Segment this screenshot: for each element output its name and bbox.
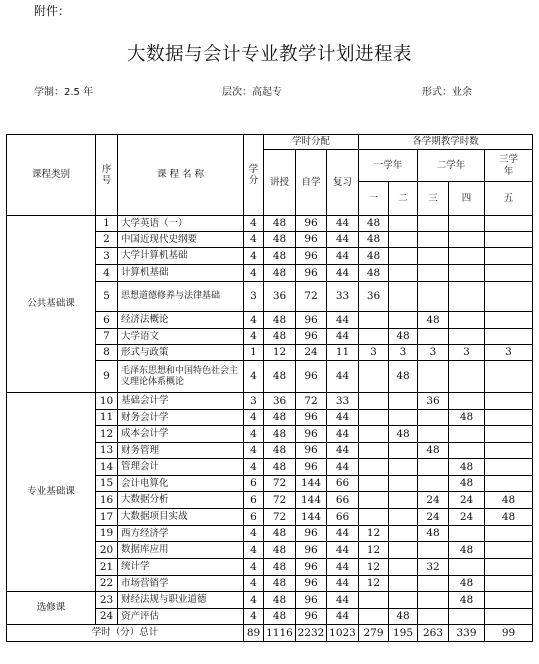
row-review: 44 <box>327 576 359 592</box>
row-lecture: 36 <box>264 393 296 410</box>
total-s3: 263 <box>418 625 449 642</box>
row-seq: 11 <box>96 410 118 426</box>
header-semester-2: 二 <box>389 182 418 216</box>
form-label: 形式：业余 <box>422 87 472 98</box>
row-s5 <box>485 459 533 476</box>
row-review: 44 <box>327 609 359 625</box>
header-course-name: 课 程 名 称 <box>118 135 244 216</box>
row-s2 <box>389 592 418 609</box>
row-s2: 48 <box>389 426 418 443</box>
row-self: 72 <box>296 393 327 410</box>
row-s4 <box>449 361 485 393</box>
row-credits: 4 <box>244 526 264 542</box>
row-lecture: 72 <box>264 476 296 492</box>
row-s2 <box>389 526 418 542</box>
row-s5 <box>485 609 533 625</box>
row-credits: 6 <box>244 476 264 492</box>
row-s3 <box>418 410 449 426</box>
row-s3 <box>418 216 449 232</box>
row-lecture: 48 <box>264 265 296 282</box>
header-review: 复习 <box>327 150 359 216</box>
row-s1 <box>359 426 389 443</box>
row-s5 <box>485 393 533 410</box>
row-lecture: 12 <box>264 345 296 361</box>
row-s3 <box>418 329 449 345</box>
row-s1 <box>359 410 389 426</box>
total-lecture: 1116 <box>264 625 296 642</box>
header-seq: 序号 <box>96 135 118 216</box>
row-seq: 10 <box>96 393 118 410</box>
row-s4 <box>449 393 485 410</box>
row-seq: 3 <box>96 248 118 265</box>
row-course-name: 大学计算机基础 <box>118 248 244 265</box>
row-review: 44 <box>327 426 359 443</box>
row-course-name: 大数据分析 <box>118 492 244 509</box>
row-lecture: 48 <box>264 526 296 542</box>
row-s2 <box>389 576 418 592</box>
row-seq: 12 <box>96 426 118 443</box>
row-s3 <box>418 248 449 265</box>
table-row <box>7 592 533 609</box>
row-self: 96 <box>296 609 327 625</box>
row-self: 96 <box>296 576 327 592</box>
row-seq: 2 <box>96 232 118 248</box>
header-hours-group: 学时分配 <box>264 135 359 150</box>
row-s2 <box>389 559 418 576</box>
row-self: 96 <box>296 459 327 476</box>
row-s1: 48 <box>359 265 389 282</box>
row-self: 24 <box>296 345 327 361</box>
row-s2 <box>389 542 418 559</box>
row-course-name: 管理会计 <box>118 459 244 476</box>
row-self: 144 <box>296 476 327 492</box>
row-review: 66 <box>327 476 359 492</box>
row-s2 <box>389 248 418 265</box>
row-s5 <box>485 265 533 282</box>
row-course-name: 形式与政策 <box>118 345 244 361</box>
header-year1: 一学年 <box>359 150 418 182</box>
total-review: 1023 <box>327 625 359 642</box>
row-lecture: 72 <box>264 509 296 526</box>
row-seq: 5 <box>96 282 118 312</box>
row-credits: 4 <box>244 459 264 476</box>
row-s2 <box>389 312 418 329</box>
row-s4: 48 <box>449 542 485 559</box>
row-lecture: 48 <box>264 576 296 592</box>
row-credits: 3 <box>244 393 264 410</box>
row-course-name: 大学英语（一） <box>118 216 244 232</box>
total-s4: 339 <box>449 625 485 642</box>
row-course-name: 统计学 <box>118 559 244 576</box>
row-s5 <box>485 559 533 576</box>
row-s2: 48 <box>389 609 418 625</box>
row-s5 <box>485 592 533 609</box>
header-year2: 二学年 <box>418 150 485 182</box>
row-s1: 12 <box>359 576 389 592</box>
row-self: 96 <box>296 592 327 609</box>
row-s2 <box>389 393 418 410</box>
total-row <box>7 625 533 642</box>
row-s3 <box>418 576 449 592</box>
row-s1 <box>359 509 389 526</box>
row-s3 <box>418 542 449 559</box>
row-review: 11 <box>327 345 359 361</box>
row-self: 96 <box>296 248 327 265</box>
row-seq: 17 <box>96 509 118 526</box>
row-s3 <box>418 592 449 609</box>
row-s5 <box>485 426 533 443</box>
row-course-name: 财务管理 <box>118 443 244 459</box>
row-s4: 24 <box>449 509 485 526</box>
row-credits: 4 <box>244 410 264 426</box>
row-self: 96 <box>296 410 327 426</box>
row-self: 144 <box>296 492 327 509</box>
row-s4 <box>449 312 485 329</box>
row-s4: 3 <box>449 345 485 361</box>
row-self: 96 <box>296 312 327 329</box>
row-course-name: 成本会计学 <box>118 426 244 443</box>
row-self: 96 <box>296 559 327 576</box>
row-review: 44 <box>327 216 359 232</box>
row-s5 <box>485 216 533 232</box>
row-lecture: 48 <box>264 443 296 459</box>
row-s5 <box>485 476 533 492</box>
row-course-name: 财务会计学 <box>118 410 244 426</box>
row-review: 44 <box>327 592 359 609</box>
row-credits: 6 <box>244 492 264 509</box>
row-s3 <box>418 282 449 312</box>
row-s3: 3 <box>418 345 449 361</box>
table-row <box>7 393 533 410</box>
row-seq: 22 <box>96 576 118 592</box>
row-course-name: 财经法规与职业道德 <box>118 592 244 609</box>
header-category: 课程类别 <box>7 135 96 216</box>
row-s2 <box>389 459 418 476</box>
row-lecture: 48 <box>264 361 296 393</box>
row-lecture: 72 <box>264 492 296 509</box>
row-s4 <box>449 329 485 345</box>
row-self: 96 <box>296 542 327 559</box>
row-s5 <box>485 312 533 329</box>
row-credits: 4 <box>244 361 264 393</box>
total-self: 2232 <box>296 625 327 642</box>
total-credits: 89 <box>244 625 264 642</box>
row-s5: 3 <box>485 345 533 361</box>
row-s5 <box>485 248 533 265</box>
teaching-plan-table <box>6 134 533 642</box>
row-s5 <box>485 542 533 559</box>
row-s1 <box>359 312 389 329</box>
row-review: 66 <box>327 492 359 509</box>
row-review: 66 <box>327 509 359 526</box>
row-s4 <box>449 232 485 248</box>
row-course-name: 大学语文 <box>118 329 244 345</box>
row-seq: 14 <box>96 459 118 476</box>
header-credits: 学分 <box>244 135 264 216</box>
row-s3 <box>418 426 449 443</box>
header-lecture: 讲授 <box>264 150 296 216</box>
row-s3 <box>418 232 449 248</box>
row-seq: 13 <box>96 443 118 459</box>
row-s5 <box>485 329 533 345</box>
row-seq: 6 <box>96 312 118 329</box>
row-s3 <box>418 459 449 476</box>
row-course-name: 思想道德修养与法律基础 <box>118 282 244 312</box>
row-s5: 48 <box>485 492 533 509</box>
row-seq: 4 <box>96 265 118 282</box>
row-s1 <box>359 443 389 459</box>
row-lecture: 48 <box>264 329 296 345</box>
total-s5: 99 <box>485 625 533 642</box>
row-credits: 4 <box>244 248 264 265</box>
row-s2: 3 <box>389 345 418 361</box>
row-credits: 1 <box>244 345 264 361</box>
row-lecture: 48 <box>264 592 296 609</box>
row-credits: 4 <box>244 542 264 559</box>
row-lecture: 48 <box>264 609 296 625</box>
row-seq: 20 <box>96 542 118 559</box>
row-credits: 3 <box>244 282 264 312</box>
row-self: 96 <box>296 329 327 345</box>
row-s4: 48 <box>449 476 485 492</box>
row-s2 <box>389 265 418 282</box>
row-s1 <box>359 329 389 345</box>
row-review: 44 <box>327 232 359 248</box>
row-course-name: 基础会计学 <box>118 393 244 410</box>
row-s5 <box>485 282 533 312</box>
row-review: 44 <box>327 542 359 559</box>
row-s4: 48 <box>449 410 485 426</box>
row-s4 <box>449 282 485 312</box>
table-row <box>7 216 533 232</box>
row-lecture: 48 <box>264 426 296 443</box>
total-s2: 195 <box>389 625 418 642</box>
header-semester-4: 四 <box>449 182 485 216</box>
row-s1 <box>359 459 389 476</box>
level-label: 层次：高起专 <box>222 87 282 98</box>
row-review: 44 <box>327 248 359 265</box>
row-course-name: 资产评估 <box>118 609 244 625</box>
row-s1: 12 <box>359 559 389 576</box>
row-self: 96 <box>296 232 327 248</box>
row-s3 <box>418 361 449 393</box>
row-s4 <box>449 443 485 459</box>
row-s4 <box>449 526 485 542</box>
row-s1 <box>359 393 389 410</box>
row-s3: 36 <box>418 393 449 410</box>
row-s3 <box>418 265 449 282</box>
row-s3: 48 <box>418 312 449 329</box>
row-review: 44 <box>327 410 359 426</box>
row-self: 96 <box>296 426 327 443</box>
row-course-name: 经济法概论 <box>118 312 244 329</box>
row-s2 <box>389 492 418 509</box>
row-lecture: 48 <box>264 216 296 232</box>
row-review: 44 <box>327 361 359 393</box>
row-s5 <box>485 410 533 426</box>
total-s1: 279 <box>359 625 389 642</box>
row-credits: 4 <box>244 216 264 232</box>
row-self: 96 <box>296 216 327 232</box>
row-s3: 24 <box>418 509 449 526</box>
row-self: 72 <box>296 282 327 312</box>
row-credits: 4 <box>244 576 264 592</box>
row-credits: 4 <box>244 592 264 609</box>
row-credits: 6 <box>244 509 264 526</box>
attachment-label: 附件： <box>34 4 71 18</box>
row-s2 <box>389 232 418 248</box>
row-s5: 48 <box>485 509 533 526</box>
total-label: 学时（分）总计 <box>7 625 244 642</box>
row-s1: 48 <box>359 248 389 265</box>
row-s2 <box>389 216 418 232</box>
row-s2 <box>389 282 418 312</box>
row-lecture: 48 <box>264 312 296 329</box>
row-s4 <box>449 265 485 282</box>
row-s1 <box>359 492 389 509</box>
row-seq: 15 <box>96 476 118 492</box>
row-credits: 4 <box>244 443 264 459</box>
row-s5 <box>485 232 533 248</box>
category-cell: 公共基础课 <box>7 216 96 393</box>
row-s2: 48 <box>389 329 418 345</box>
row-review: 33 <box>327 393 359 410</box>
header-self-study: 自学 <box>296 150 327 216</box>
row-review: 44 <box>327 312 359 329</box>
row-s1: 3 <box>359 345 389 361</box>
row-lecture: 48 <box>264 232 296 248</box>
row-lecture: 48 <box>264 410 296 426</box>
row-review: 44 <box>327 265 359 282</box>
category-cell: 专业基础课 <box>7 393 96 592</box>
row-self: 96 <box>296 361 327 393</box>
row-review: 44 <box>327 559 359 576</box>
page-title: 大数据与会计专业教学计划进程表 <box>126 44 412 65</box>
row-s4: 48 <box>449 459 485 476</box>
row-course-name: 计算机基础 <box>118 265 244 282</box>
row-course-name: 大数据项目实战 <box>118 509 244 526</box>
row-self: 144 <box>296 509 327 526</box>
row-s2 <box>389 410 418 426</box>
row-s4 <box>449 426 485 443</box>
row-seq: 23 <box>96 592 118 609</box>
row-credits: 4 <box>244 312 264 329</box>
row-course-name: 市场营销学 <box>118 576 244 592</box>
row-s3: 48 <box>418 526 449 542</box>
row-seq: 7 <box>96 329 118 345</box>
header-semester-3: 三 <box>418 182 449 216</box>
row-s5 <box>485 526 533 542</box>
row-seq: 21 <box>96 559 118 576</box>
row-review: 44 <box>327 329 359 345</box>
row-s3: 48 <box>418 443 449 459</box>
row-seq: 9 <box>96 361 118 393</box>
row-s1 <box>359 476 389 492</box>
row-s2 <box>389 476 418 492</box>
row-lecture: 48 <box>264 248 296 265</box>
row-credits: 4 <box>244 265 264 282</box>
row-s1: 12 <box>359 542 389 559</box>
row-s4: 48 <box>449 592 485 609</box>
row-s3: 32 <box>418 559 449 576</box>
row-s1 <box>359 361 389 393</box>
row-s4: 48 <box>449 576 485 592</box>
row-self: 96 <box>296 526 327 542</box>
row-s2 <box>389 509 418 526</box>
row-lecture: 48 <box>264 459 296 476</box>
row-s4: 24 <box>449 492 485 509</box>
row-review: 44 <box>327 443 359 459</box>
row-course-name: 西方经济学 <box>118 526 244 542</box>
row-seq: 16 <box>96 492 118 509</box>
row-s2: 48 <box>389 361 418 393</box>
row-s1 <box>359 609 389 625</box>
category-cell: 选修课 <box>7 592 96 625</box>
row-lecture: 36 <box>264 282 296 312</box>
row-lecture: 48 <box>264 559 296 576</box>
row-credits: 4 <box>244 232 264 248</box>
row-seq: 1 <box>96 216 118 232</box>
row-self: 96 <box>296 443 327 459</box>
row-s1: 48 <box>359 232 389 248</box>
duration-label: 学制：2.5 年 <box>34 87 94 98</box>
row-s2 <box>389 443 418 459</box>
row-s4 <box>449 248 485 265</box>
row-s4 <box>449 559 485 576</box>
row-course-name: 会计电算化 <box>118 476 244 492</box>
row-s1: 36 <box>359 282 389 312</box>
row-credits: 4 <box>244 559 264 576</box>
row-course-name: 中国近现代史纲要 <box>118 232 244 248</box>
row-review: 44 <box>327 526 359 542</box>
row-seq: 8 <box>96 345 118 361</box>
row-s3 <box>418 609 449 625</box>
row-credits: 4 <box>244 329 264 345</box>
row-s3 <box>418 476 449 492</box>
header-semester-group: 各学期教学时数 <box>359 135 533 150</box>
row-s4 <box>449 216 485 232</box>
row-course-name: 数据库应用 <box>118 542 244 559</box>
row-self: 96 <box>296 265 327 282</box>
row-s4 <box>449 609 485 625</box>
row-s1: 12 <box>359 526 389 542</box>
row-s5 <box>485 361 533 393</box>
row-s1 <box>359 592 389 609</box>
row-s5 <box>485 576 533 592</box>
header-year3: 三学年 <box>485 150 533 182</box>
row-credits: 4 <box>244 426 264 443</box>
header-semester-1: 一 <box>359 182 389 216</box>
row-s5 <box>485 443 533 459</box>
row-course-name: 毛泽东思想和中国特色社会主义理论体系概论 <box>118 361 244 393</box>
row-lecture: 48 <box>264 542 296 559</box>
row-s1: 48 <box>359 216 389 232</box>
row-seq: 19 <box>96 526 118 542</box>
row-s3: 24 <box>418 492 449 509</box>
row-credits: 4 <box>244 609 264 625</box>
header-semester-5: 五 <box>485 182 533 216</box>
row-review: 44 <box>327 459 359 476</box>
row-review: 33 <box>327 282 359 312</box>
row-seq: 24 <box>96 609 118 625</box>
